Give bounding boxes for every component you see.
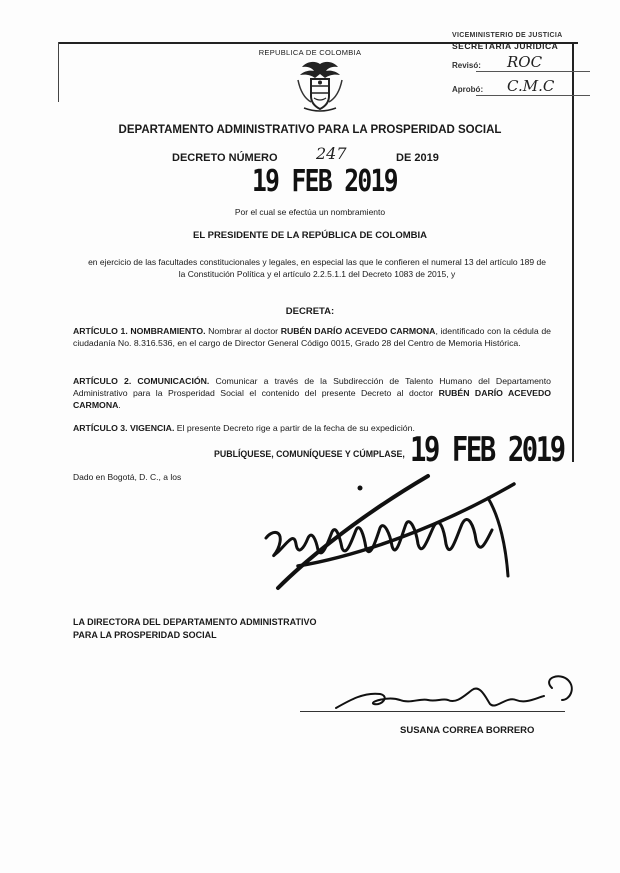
date-stamp-2: 19 FEB 2019: [410, 430, 564, 470]
date-stamp: 19 FEB 2019: [252, 164, 397, 199]
stamp-reviso-value: ROC: [507, 53, 543, 71]
article-3-text: El presente Decreto rige a partir de la fecha de su expedición.: [176, 423, 415, 433]
stamp-aprobo-label: Aprobó:: [452, 85, 484, 94]
stamp-line: [476, 71, 590, 72]
article-1-name: RUBÉN DARÍO ACEVEDO CARMONA: [280, 326, 436, 336]
department-title: DEPARTAMENTO ADMINISTRATIVO PARA LA PROSPERIDAD SOCIAL: [118, 124, 502, 136]
stamp-reviso-label: Revisó:: [452, 61, 481, 70]
article-2: [73, 375, 551, 411]
publiquese-line: PUBLÍQUESE, COMUNÍQUESE Y CÚMPLASE,: [214, 449, 405, 459]
decree-number: 247: [316, 144, 347, 163]
decree-subject: Por el cual se efectúa un nombramiento: [234, 207, 386, 217]
article-2-text: Comunicar a través de la Subdirección de Talento Humano del Departamento Administrativo para la Prosperidad Social el contenido del presente Decreto al doctor: [73, 376, 551, 398]
article-2-name: RUBÉN DARÍO ACEVEDO CARMONA: [73, 388, 551, 410]
article-2-title: ARTÍCULO 2. COMUNICACIÓN.: [73, 376, 210, 386]
director-signature: [330, 670, 580, 720]
president-heading: EL PRESIDENTE DE LA REPÚBLICA DE COLOMBIA: [193, 230, 427, 241]
stamp-aprobo-row: [452, 77, 590, 99]
republic-heading: REPUBLICA DE COLOMBIA: [258, 48, 362, 57]
decreta-heading: DECRETA:: [285, 306, 335, 317]
director-title-line1: LA DIRECTORA DEL DEPARTAMENTO ADMINISTRATIVO: [73, 617, 317, 627]
coat-of-arms-icon: [294, 58, 346, 114]
director-title-line2: PARA LA PROSPERIDAD SOCIAL: [73, 630, 217, 640]
article-1: [73, 325, 551, 349]
stamp-line: [476, 95, 590, 96]
article-1-title: ARTÍCULO 1. NOMBRAMIENTO.: [73, 326, 206, 336]
stamp-aprobo-value: C.M.C: [507, 77, 555, 95]
dado-en-bogota: Dado en Bogotá, D. C., a los: [73, 472, 182, 482]
stamp-header: VICEMINISTERIO DE JUSTICIA: [452, 32, 563, 39]
stamp-office: SECRETARIA JURIDICA: [452, 41, 559, 51]
article-1-text-a: Nombrar al doctor: [208, 326, 279, 336]
article-3-title: ARTÍCULO 3. VIGENCIA.: [73, 423, 175, 433]
article-1-text-b: , identificado con la cédula de ciudadanía No. 8.316.536, en el cargo de Director General Código 0015, Grado 28 del Centro de Memoria Histórica.: [73, 326, 551, 348]
article-2-end: .: [118, 400, 121, 410]
frame-right-border: [572, 42, 574, 462]
powers-paragraph: en ejercicio de las facultades constitucionales y legales, en especial las que le confieren el numeral 13 del artículo 189 de la Constitución Política y el artículo 2.2.5.1.1 del Decreto 1083 de 2015, y: [88, 257, 546, 279]
decree-year: DE 2019: [396, 152, 439, 164]
decree-number-label: DECRETO NÚMERO: [172, 152, 278, 164]
signature-line: [300, 711, 565, 712]
president-signature: [238, 468, 538, 596]
review-stamp: [452, 32, 590, 99]
signer-name: SUSANA CORREA BORRERO: [400, 725, 535, 736]
